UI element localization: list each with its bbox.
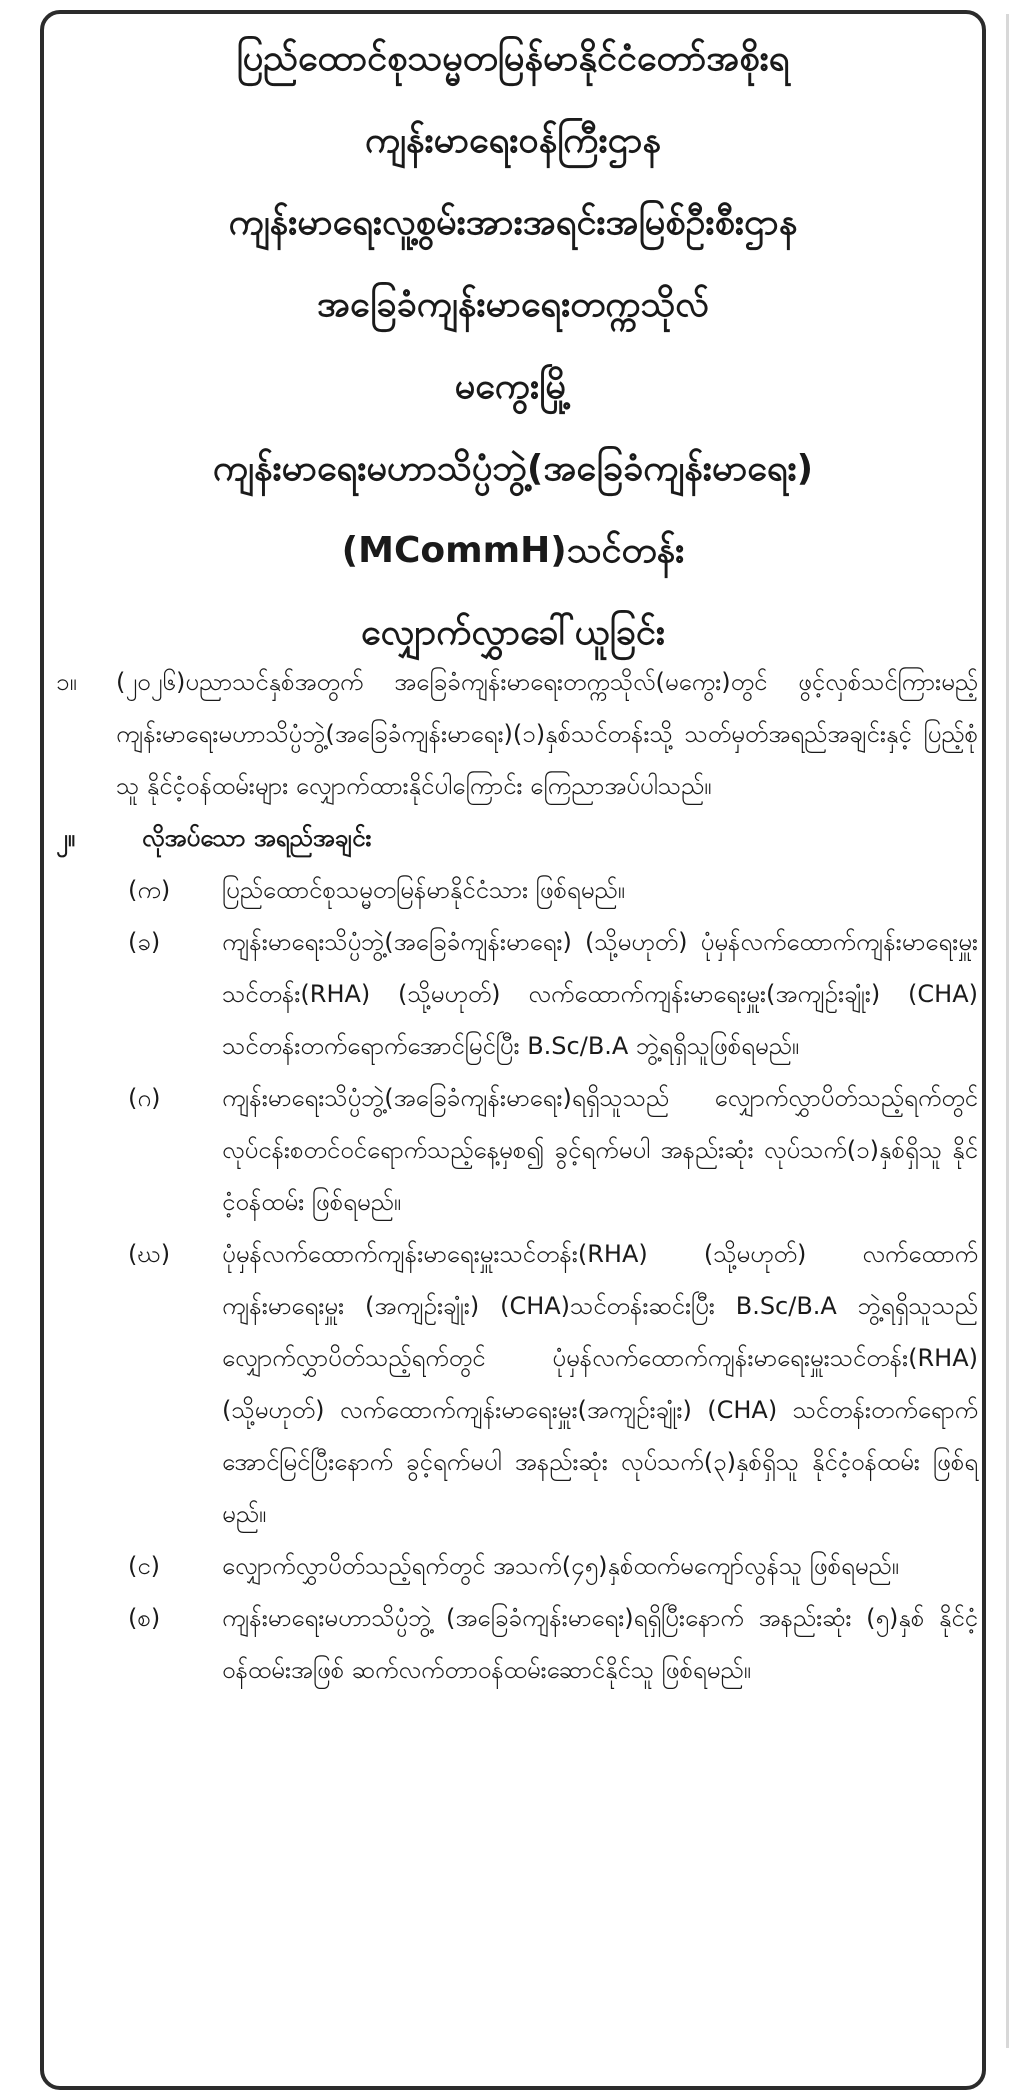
- title-line-city: မကွေးမြို့: [454, 366, 572, 407]
- item-text: ပုံမှန်လက်ထောက်ကျန်းမာရေးမှူးသင်တန်း(RHA) (သို့မဟုတ်) လက်ထောက်ကျန်းမာရေးမှူး (အကျဉ်းချုံး) (CHA)သင်တန်းဆင်းပြီး B.Sc/B.A ဘွဲ့ရရှိသူသည် လျှောက်လွှာပိတ်သည့်ရက်တွင် ပုံမှန်လက်ထောက်ကျန်းမာရေးမှူးသင်တန်း(RHA) (သို့မဟုတ်) လက်ထောက်ကျန်းမာရေးမှူး(အကျဉ်းချုံး) (CHA) သင်တန်းတက်ရောက်အောင်မြင်ပြီးနောက် ခွင့်ရက်မပါ အနည်းဆုံး လုပ်သက်(၃)နှစ်ရှိသူ နိုင်ငံ့ဝန်ထမ်း ဖြစ်ရမည်။: [222, 1240, 978, 1528]
- item-text: ကျန်းမာရေးသိပ္ပံဘွဲ့(အခြေခံကျန်းမာရေး) (သို့မဟုတ်) ပုံမှန်လက်ထောက်ကျန်းမာရေးမှူးသင်တန်း(RHA) (သို့မဟုတ်) လက်ထောက်ကျန်းမာရေးမှူး(အကျဉ်းချုံး) (CHA) သင်တန်းတက်ရောက်အောင်မြင်ပြီး B.Sc/B.A ဘွဲ့ရရှိသူဖြစ်ရမည်။: [222, 928, 978, 1060]
- notice-body: [56, 656, 978, 1696]
- item-text: ကျန်းမာရေးသိပ္ပံဘွဲ့(အခြေခံကျန်းမာရေး)ရရှိသူသည် လျှောက်လွှာပိတ်သည့်ရက်တွင် လုပ်ငန်းစတင်ဝင်ရောက်သည့်နေ့မှစ၍ ခွင့်ရက်မပါ အနည်းဆုံး လုပ်သက်(၁)နှစ်ရှိသူ နိုင်ငံ့ဝန်ထမ်း ဖြစ်ရမည်။: [222, 1084, 978, 1216]
- title-line-course: (MCommH)သင်တန်း: [341, 530, 685, 571]
- item-text: ပြည်ထောင်စုသမ္မတမြန်မာနိုင်ငံသား ဖြစ်ရမည်။: [222, 876, 625, 904]
- section-2-heading: [56, 812, 978, 864]
- title-line-university: အခြေခံကျန်းမာရေးတက္ကသိုလ်: [316, 284, 710, 325]
- paragraph-text: (၂၀၂၆)ပညာသင်နှစ်အတွက် အခြေခံကျန်းမာရေးတက္ကသိုလ်(မကွေး)တွင် ဖွင့်လှစ်သင်ကြားမည့် ကျန်းမာရေးမဟာသိပ္ပံဘွဲ့(အခြေခံကျန်းမာရေး)(၁)နှစ်သင်တန်းသို့ သတ်မှတ်အရည်အချင်းနှင့် ပြည့်စုံသူ နိုင်ငံ့ဝန်ထမ်းများ လျှောက်ထားနိုင်ပါကြောင်း ကြေညာအပ်ပါသည်။: [116, 668, 978, 800]
- requirement-item: [56, 1540, 978, 1592]
- requirement-item: [56, 1228, 978, 1540]
- paragraph-number: ၁။: [56, 668, 77, 696]
- title-line-ministry: ကျန်းမာရေးဝန်ကြီးဌာန: [364, 120, 662, 161]
- item-text: လျှောက်လွှာပိတ်သည့်ရက်တွင် အသက်(၄၅)နှစ်ထက်မကျော်လွန်သူ ဖြစ်ရမည်။: [222, 1552, 899, 1580]
- title-line-call-for-applications: လျှောက်လွှာခေါ်ယူခြင်း: [361, 612, 665, 653]
- item-marker: (ဃ): [128, 1240, 171, 1268]
- title-line-government: ပြည်ထောင်စုသမ္မတမြန်မာနိုင်ငံတော်အစိုးရ: [236, 38, 790, 79]
- notice-title-block: [44, 18, 982, 674]
- item-marker: (စ): [128, 1604, 161, 1632]
- requirement-item: [56, 1592, 978, 1696]
- item-marker: (င): [128, 1552, 161, 1580]
- item-marker: (က): [128, 876, 171, 904]
- title-line-degree: ကျန်းမာရေးမဟာသိပ္ပံဘွဲ့(အခြေခံကျန်းမာရေး): [212, 448, 814, 489]
- section-number: ၂။: [56, 824, 76, 852]
- requirement-item: [56, 1072, 978, 1228]
- page-edge-rule: [1006, 14, 1009, 2048]
- title-line-department: ကျန်းမာရေးလူ့စွမ်းအားအရင်းအမြစ်ဦးစီးဌာန: [228, 202, 798, 243]
- item-text: ကျန်းမာရေးမဟာသိပ္ပံဘွဲ့ (အခြေခံကျန်းမာရေး)ရရှိပြီးနောက် အနည်းဆုံး (၅)နှစ် နိုင်ငံ့ဝန်ထမ်းအဖြစ် ဆက်လက်တာဝန်ထမ်းဆောင်နိုင်သူ ဖြစ်ရမည်။: [222, 1604, 978, 1684]
- requirement-item: [56, 916, 978, 1072]
- paragraph-1: [56, 656, 978, 812]
- item-marker: (ခ): [128, 928, 161, 956]
- section-heading-text: လိုအပ်သော အရည်အချင်း: [142, 824, 372, 852]
- requirement-item: [56, 864, 978, 916]
- item-marker: (ဂ): [128, 1084, 161, 1112]
